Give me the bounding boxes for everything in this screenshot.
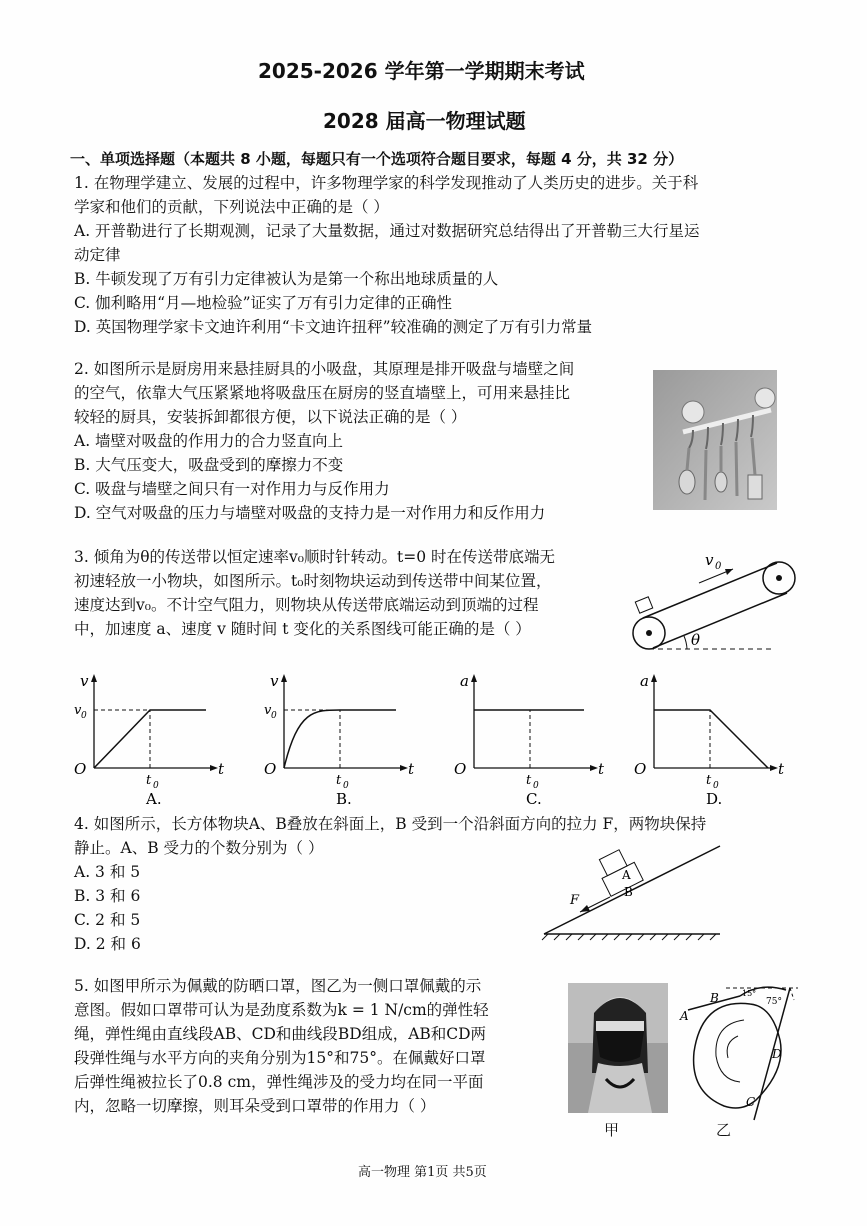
exam-subtitle: 2028 届高一物理试题 — [323, 109, 526, 133]
v0-tick-subscript: 0 — [271, 711, 277, 721]
page-footer: 高一物理 第1页 共5页 — [358, 1165, 487, 1180]
q1-option-b: B. 牛顿发现了万有引力定律被认为是第一个称出地球质量的人 — [74, 270, 499, 288]
angle-15-label: 15° — [742, 989, 757, 998]
origin-label: O — [634, 760, 647, 778]
y-axis-label: a — [460, 672, 469, 690]
mask-wearer-photo — [568, 983, 668, 1113]
y-axis-label: v — [80, 672, 89, 690]
q4-option-d: D. 2 和 6 — [74, 935, 141, 953]
point-b-label: B — [710, 991, 719, 1005]
q5-stem-line1: 5. 如图甲所示为佩戴的防晒口罩，图乙为一侧口罩佩戴的示 — [74, 977, 482, 995]
conveyor-belt-figure — [625, 545, 795, 665]
t0-tick-label: t — [146, 773, 152, 788]
graph-curve — [654, 710, 768, 768]
t0-tick-label: t — [706, 773, 712, 788]
theta-label: θ — [691, 631, 701, 649]
q5-stem-line5: 后弹性绳被拉长了0.8 cm，弹性绳涉及的受力均在同一平面 — [74, 1073, 484, 1091]
q1-stem-line2: 学家和他们的贡献，下列说法中正确的是（ ） — [74, 198, 389, 216]
v0-subscript: 0 — [715, 561, 722, 572]
q5-stem-line4: 段弹性绳与水平方向的夹角分别为15°和75°。在佩戴好口罩 — [74, 1049, 486, 1067]
x-axis-arrow — [770, 765, 778, 771]
q2-stem-line3: 较轻的厨具，安装拆卸都很方便，以下说法正确的是（ ） — [74, 408, 467, 426]
v0-tick-subscript: 0 — [81, 711, 87, 721]
q2-stem-line1: 2. 如图所示是厨房用来悬挂厨具的小吸盘，其原理是排开吸盘与墙壁之间 — [74, 360, 575, 378]
q2-option-b: B. 大气压变大，吸盘受到的摩擦力不变 — [74, 456, 344, 474]
origin-label: O — [74, 760, 87, 778]
incline-blocks-figure — [540, 842, 730, 942]
force-f-label: F — [570, 893, 580, 908]
v0-tick-label: v — [74, 703, 82, 718]
q4-option-b: B. 3 和 6 — [74, 887, 141, 905]
q4-option-c: C. 2 和 5 — [74, 911, 141, 929]
y-axis-label: a — [640, 672, 649, 690]
block-b-label: B — [624, 885, 633, 899]
t0-tick-subscript: 0 — [343, 781, 349, 791]
y-axis-arrow — [91, 674, 97, 682]
origin-label: O — [264, 760, 277, 778]
q3-stem-line4: 中，加速度 a、速度 v 随时间 t 变化的关系图线可能正确的是（ ） — [74, 620, 531, 638]
y-axis-arrow — [651, 674, 657, 682]
point-d-label: D — [772, 1047, 782, 1061]
q1-stem-line1: 1. 在物理学建立、发展的过程中，许多物理学家的科学发现推动了人类历史的进步。关于科 — [74, 174, 699, 192]
x-axis-arrow — [590, 765, 598, 771]
q2-option-d: D. 空气对吸盘的压力与墙壁对吸盘的支持力是一对作用力和反作用力 — [74, 504, 546, 522]
q1-option-a-line1: A. 开普勒进行了长期观测，记录了大量数据，通过对数据研究总结得出了开普勒三大行星运 — [74, 222, 700, 240]
q2-stem-line2: 的空气，依靠大气压紧紧地将吸盘压在厨房的竖直墙壁上，可用来悬挂比 — [74, 384, 571, 402]
graph-option-letter: C. — [526, 790, 542, 808]
point-c-label: C — [746, 1095, 756, 1109]
v0-label: v — [705, 551, 714, 569]
section-heading: 一、单项选择题（本题共 8 小题，每题只有一个选项符合题目要求，每题 4 分，共 32 分） — [70, 150, 684, 168]
q3-stem-line1: 3. 倾角为θ的传送带以恒定速率v₀顺时针转动。t=0 时在传送带底端无 — [74, 548, 556, 566]
q4-stem-line1: 4. 如图所示，长方体物块A、B叠放在斜面上，B 受到一个沿斜面方向的拉力 F，两物块保持 — [74, 815, 707, 833]
q3-stem-line3: 速度达到v₀。不计空气阻力，则物块从传送带底端运动到顶端的过程 — [74, 596, 539, 614]
q5-stem-line6: 内，忽略一切摩擦，则耳朵受到口罩带的作用力（ ） — [74, 1097, 436, 1115]
point-a-label: A — [680, 1009, 689, 1023]
q3-stem-line2: 初速轻放一小物块，如图所示。t₀时刻物块运动到传送带中间某位置， — [74, 572, 552, 590]
q3-answer-graphs — [72, 662, 792, 808]
x-axis-label: t — [598, 760, 605, 778]
x-axis-arrow — [210, 765, 218, 771]
q2-option-a: A. 墙壁对吸盘的作用力的合力竖直向上 — [74, 432, 344, 450]
q4-option-a: A. 3 和 5 — [74, 863, 141, 881]
x-axis-label: t — [408, 760, 415, 778]
q5-stem-line3: 绳，弹性绳由直线段AB、CD和曲线段BD组成，AB和CD两 — [74, 1025, 487, 1043]
suction-hook-photo — [653, 370, 777, 510]
x-axis-label: t — [218, 760, 225, 778]
q5-stem-line2: 意图。假如口罩带可认为是劲度系数为k = 1 N/cm的弹性轻 — [74, 1001, 489, 1019]
x-axis-label: t — [778, 760, 785, 778]
origin-label: O — [454, 760, 467, 778]
t0-tick-subscript: 0 — [713, 781, 719, 791]
figure-caption-yi: 乙 — [716, 1121, 732, 1139]
q4-stem-line2: 静止。A、B 受力的个数分别为（ ） — [74, 839, 324, 857]
t0-tick-label: t — [336, 773, 342, 788]
q1-option-a-line2: 动定律 — [74, 246, 121, 264]
graph-option-letter: B. — [336, 790, 352, 808]
graph-option-letter: D. — [706, 790, 723, 808]
t0-tick-subscript: 0 — [153, 781, 159, 791]
block-a-label: A — [622, 868, 631, 882]
exam-title: 2025-2026 学年第一学期期末考试 — [258, 59, 585, 83]
t0-tick-label: t — [526, 773, 532, 788]
y-axis-arrow — [471, 674, 477, 682]
y-axis-label: v — [270, 672, 279, 690]
ear-mask-strap-figure — [680, 980, 810, 1130]
v0-tick-label: v — [264, 703, 272, 718]
x-axis-arrow — [400, 765, 408, 771]
angle-75-label: 75° — [766, 997, 782, 1007]
q1-option-d: D. 英国物理学家卡文迪许利用“卡文迪许扭秤”较准确的测定了万有引力常量 — [74, 318, 593, 336]
q2-option-c: C. 吸盘与墙壁之间只有一对作用力与反作用力 — [74, 480, 390, 498]
t0-tick-subscript: 0 — [533, 781, 539, 791]
q1-option-c: C. 伽利略用“月—地检验”证实了万有引力定律的正确性 — [74, 294, 453, 312]
figure-caption-jia: 甲 — [604, 1121, 620, 1139]
y-axis-arrow — [281, 674, 287, 682]
graph-option-letter: A. — [146, 790, 162, 808]
